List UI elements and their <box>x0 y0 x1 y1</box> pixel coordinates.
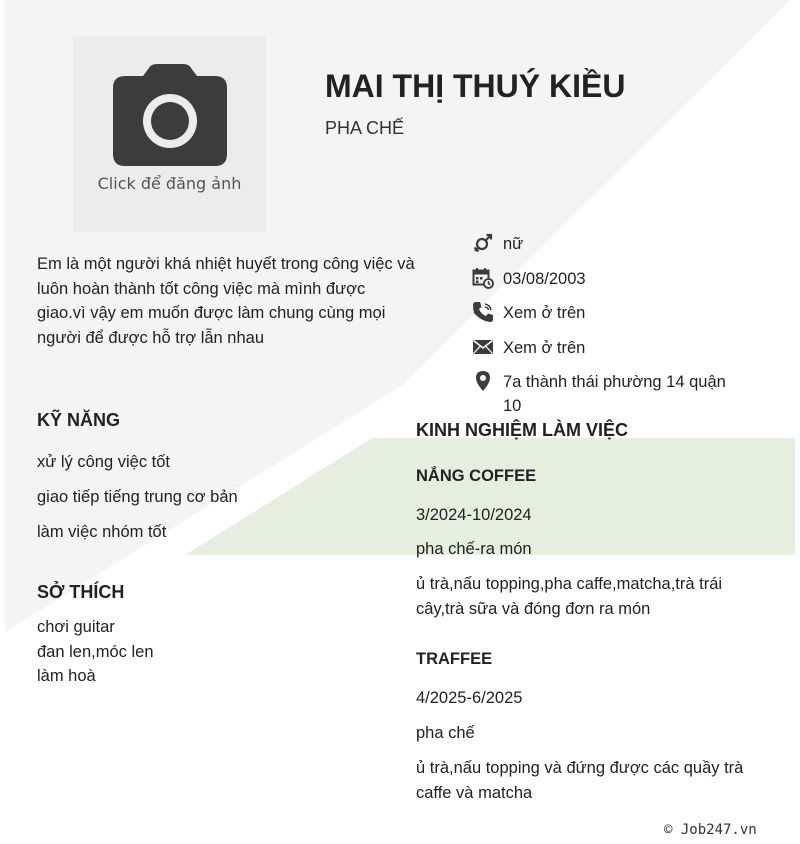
skill-item: làm việc nhóm tốt <box>37 523 167 541</box>
summary-text: Em là một người khá nhiệt huyết trong công việc và luôn hoàn thành tốt công việc mà mình được giao.vì vậy em muốn được làm chung cùng mọi người để được hỗ trợ lẫn nhau <box>37 255 415 347</box>
job-period: 4/2025-6/2025 <box>416 689 523 707</box>
contact-phone <box>472 301 762 325</box>
gender-value: nữ <box>503 235 524 253</box>
contact-gender <box>472 232 762 256</box>
calendar-icon <box>472 267 494 289</box>
photo-caption: Click để đăng ảnh <box>97 174 242 193</box>
contact-info <box>472 232 762 429</box>
job-position: pha chế-ra món <box>416 540 532 558</box>
job-company: NẮNG COFFEE <box>416 467 537 485</box>
contact-address <box>472 370 762 418</box>
dob-value: 03/08/2003 <box>503 269 586 288</box>
address-value: 7a thành thái phường 14 quận 10 <box>503 373 726 415</box>
candidate-name: MAI THỊ THUÝ KIỀU <box>325 68 626 104</box>
camera-icon <box>111 64 229 166</box>
job-period: 3/2024-10/2024 <box>416 506 532 524</box>
email-value: Xem ở trên <box>503 338 586 357</box>
contact-dob <box>472 267 762 291</box>
envelope-icon <box>472 336 494 358</box>
hobby-item: làm hoà <box>37 667 96 685</box>
gender-icon <box>472 232 494 254</box>
job-description: ủ trà,nấu topping và đứng được các quầy trà caffe và matcha <box>416 759 744 802</box>
hobbies-list <box>37 615 154 689</box>
hobbies-heading: SỞ THÍCH <box>37 582 125 602</box>
photo-placeholder[interactable] <box>73 36 266 232</box>
phone-icon <box>472 301 494 323</box>
job-company: TRAFFEE <box>416 650 493 668</box>
location-pin-icon <box>472 370 494 392</box>
contact-email <box>472 336 762 360</box>
job-position: pha chế <box>416 724 475 742</box>
job-description: ủ trà,nấu topping,pha caffe,matcha,trà trái cây,trà sữa và đóng đơn ra món <box>416 575 723 618</box>
skill-item: xử lý công việc tốt <box>37 453 171 471</box>
phone-value: Xem ở trên <box>503 304 586 322</box>
skills-heading: KỸ NĂNG <box>37 410 121 430</box>
hobby-item: chơi guitar <box>37 618 115 636</box>
footer-watermark: © Job247.vn <box>664 822 757 838</box>
hobby-item: đan len,móc len <box>37 642 154 661</box>
job-title: PHA CHẾ <box>325 118 405 138</box>
skill-item: giao tiếp tiếng trung cơ bản <box>37 488 238 506</box>
experience-heading: KINH NGHIỆM LÀM VIỆC <box>416 420 629 440</box>
